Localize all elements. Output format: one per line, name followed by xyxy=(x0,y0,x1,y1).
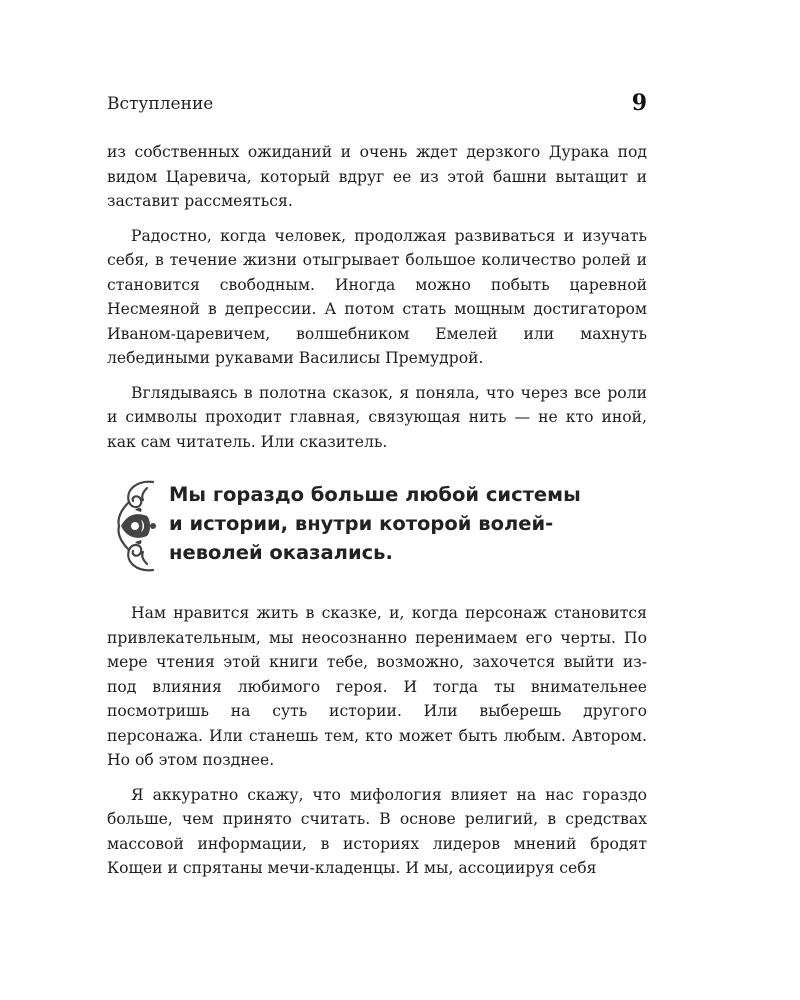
paragraph: Я аккуратно скажу, что мифология влияет на нас гораздо больше, чем принято считать. В основе религий, в средствах массовой информации, в историях лидеров мнений бродят Кощеи и спрятаны мечи-кладенцы. И мы, ассоциируя себя xyxy=(107,785,647,877)
pull-quote-line: и истории, внутри которой волей- xyxy=(169,512,554,535)
pull-quote-line: неволей оказались. xyxy=(169,541,393,564)
section-title: Вступление xyxy=(107,94,214,114)
body-text-bottom xyxy=(107,601,647,881)
pull-quote xyxy=(107,476,647,586)
body-text-top xyxy=(107,140,647,454)
paragraph: Радостно, когда человек, продолжая развиваться и изучать себя, в течение жизни отыгрывает большое количество ролей и становится свободным. Иногда можно побыть царевной Несмеяной в депрессии. А потом стать мощным достигатором Иваном-царевичем, волшебником Емелей или махнуть лебедиными рукавами Василисы Премудрой. xyxy=(107,226,647,367)
paragraph: Вглядываясь в полотна сказок, я поняла, что через все роли и символы проходит главная, связующая нить — не кто иной, как сам читатель. Или сказитель. xyxy=(107,383,647,451)
pull-quote-line: Мы гораздо больше любой системы xyxy=(169,483,581,506)
paragraph: Нам нравится жить в сказке, и, когда персонаж становится привлекательным, мы неосознанно перенимаем его черты. По мере чтения этой книги тебе, возможно, захочется выйти из-под влияния любимого героя. И тогда ты внимательнее посмотришь на суть истории. Или выберешь другого персонажа. Или станешь тем, кто может быть любым. Автором. Но об этом позднее. xyxy=(107,604,647,769)
page-number: 9 xyxy=(631,90,647,116)
ornament-icon xyxy=(107,476,161,576)
running-header xyxy=(107,92,647,122)
pull-quote-text xyxy=(169,480,639,567)
paragraph: из собственных ожиданий и очень ждет дерзкого Дурака под видом Царевича, который вдруг ее из этой башни вытащит и заставит рассмеяться. xyxy=(107,143,647,210)
